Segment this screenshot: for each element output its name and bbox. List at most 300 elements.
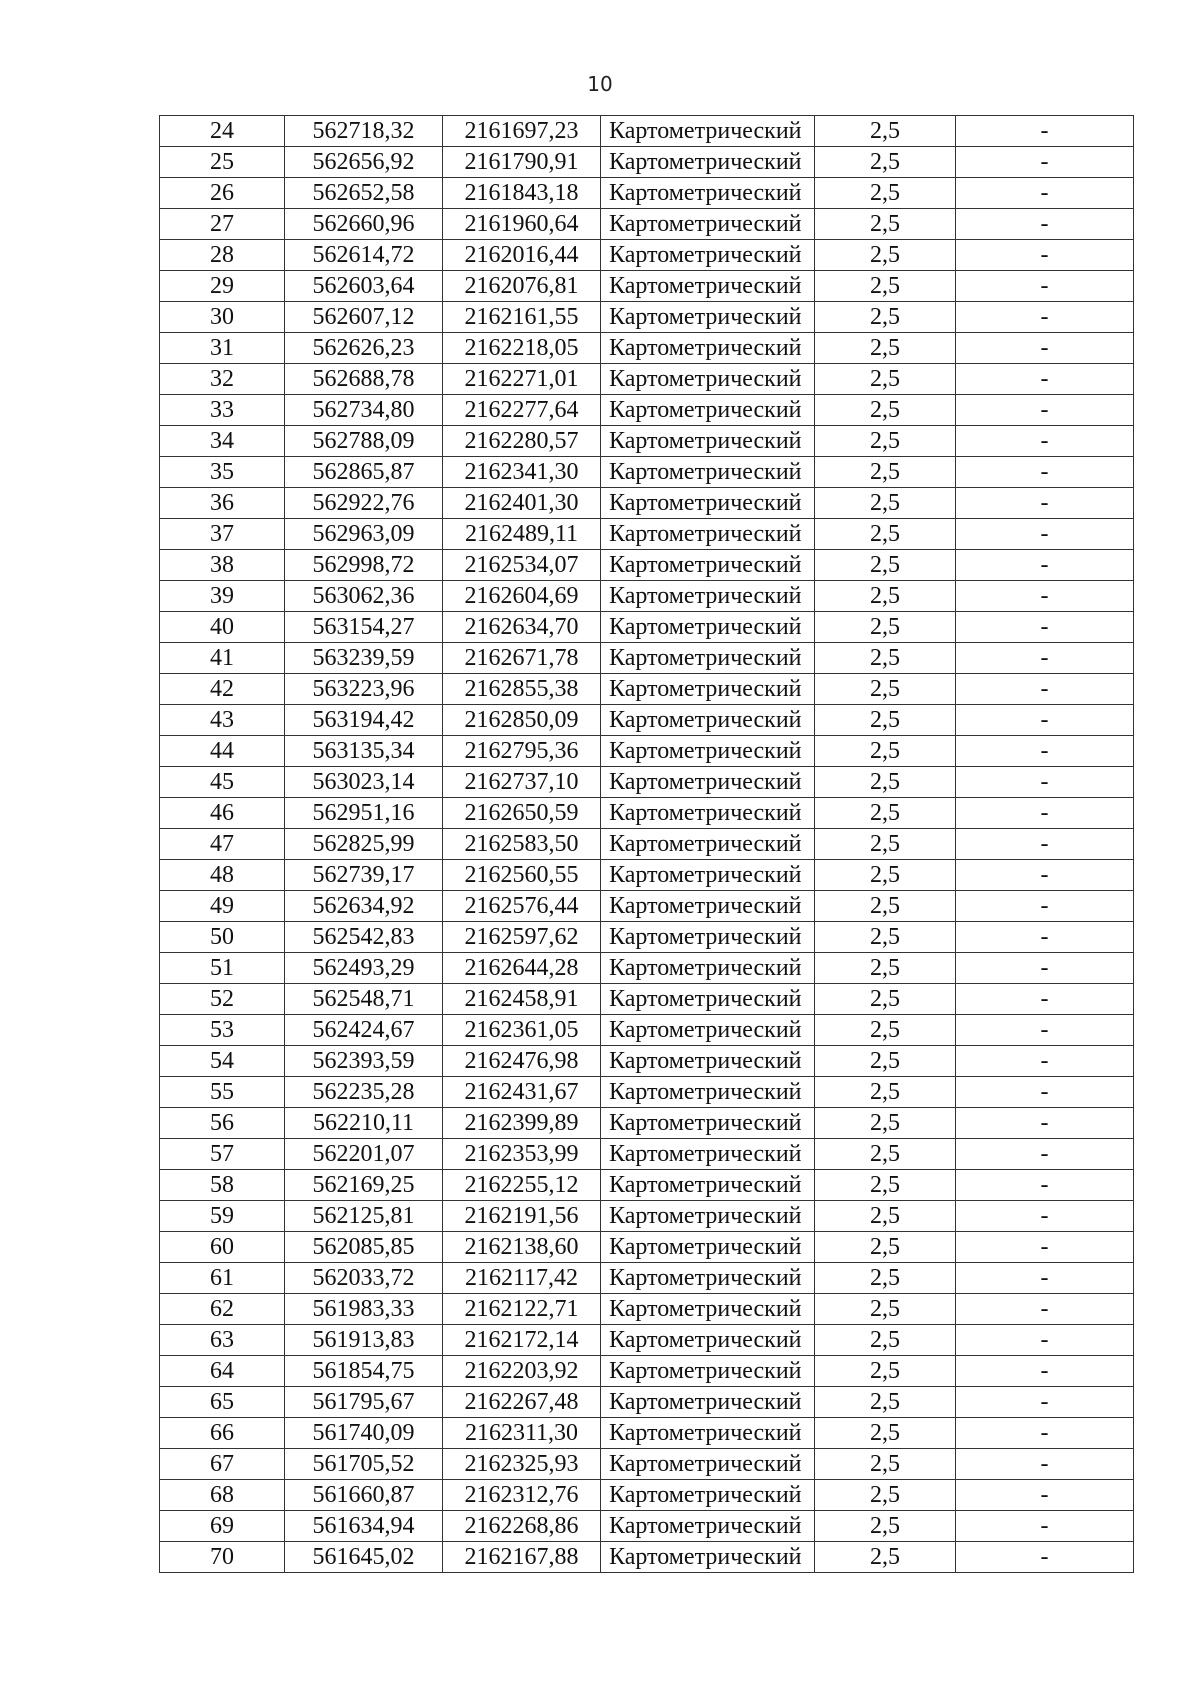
table-row [160, 178, 1134, 209]
accuracy-cell: 2,5 [815, 612, 956, 643]
y-coordinate-cell: 2162583,50 [443, 829, 601, 860]
accuracy-cell: 2,5 [815, 767, 956, 798]
y-coordinate-cell: 2162218,05 [443, 333, 601, 364]
description-cell: - [956, 767, 1134, 798]
method-cell: Картометрический [601, 767, 815, 798]
table-row [160, 767, 1134, 798]
x-coordinate-cell: 561854,75 [285, 1356, 443, 1387]
method-cell: Картометрический [601, 1511, 815, 1542]
accuracy-cell: 2,5 [815, 1294, 956, 1325]
description-cell: - [956, 1449, 1134, 1480]
method-cell: Картометрический [601, 643, 815, 674]
accuracy-cell: 2,5 [815, 1015, 956, 1046]
description-cell: - [956, 891, 1134, 922]
x-coordinate-cell: 563135,34 [285, 736, 443, 767]
y-coordinate-cell: 2162268,86 [443, 1511, 601, 1542]
y-coordinate-cell: 2162855,38 [443, 674, 601, 705]
x-coordinate-cell: 562660,96 [285, 209, 443, 240]
method-cell: Картометрический [601, 426, 815, 457]
y-coordinate-cell: 2162361,05 [443, 1015, 601, 1046]
method-cell: Картометрический [601, 1201, 815, 1232]
x-coordinate-cell: 561645,02 [285, 1542, 443, 1573]
method-cell: Картометрический [601, 147, 815, 178]
method-cell: Картометрический [601, 1387, 815, 1418]
page-number: 10 [587, 72, 613, 96]
point-number-cell: 61 [160, 1263, 285, 1294]
description-cell: - [956, 1356, 1134, 1387]
description-cell: - [956, 1232, 1134, 1263]
table-row [160, 1077, 1134, 1108]
accuracy-cell: 2,5 [815, 1356, 956, 1387]
description-cell: - [956, 1480, 1134, 1511]
method-cell: Картометрический [601, 1542, 815, 1573]
table-row [160, 1232, 1134, 1263]
accuracy-cell: 2,5 [815, 457, 956, 488]
method-cell: Картометрический [601, 612, 815, 643]
method-cell: Картометрический [601, 736, 815, 767]
table-row [160, 519, 1134, 550]
x-coordinate-cell: 561660,87 [285, 1480, 443, 1511]
method-cell: Картометрический [601, 457, 815, 488]
accuracy-cell: 2,5 [815, 271, 956, 302]
method-cell: Картометрический [601, 1294, 815, 1325]
table-row [160, 922, 1134, 953]
point-number-cell: 57 [160, 1139, 285, 1170]
method-cell: Картометрический [601, 953, 815, 984]
point-number-cell: 51 [160, 953, 285, 984]
point-number-cell: 40 [160, 612, 285, 643]
y-coordinate-cell: 2162117,42 [443, 1263, 601, 1294]
method-cell: Картометрический [601, 302, 815, 333]
accuracy-cell: 2,5 [815, 116, 956, 147]
point-number-cell: 69 [160, 1511, 285, 1542]
table-row [160, 147, 1134, 178]
accuracy-cell: 2,5 [815, 1263, 956, 1294]
x-coordinate-cell: 562548,71 [285, 984, 443, 1015]
description-cell: - [956, 333, 1134, 364]
accuracy-cell: 2,5 [815, 922, 956, 953]
method-cell: Картометрический [601, 209, 815, 240]
point-number-cell: 43 [160, 705, 285, 736]
y-coordinate-cell: 2162399,89 [443, 1108, 601, 1139]
accuracy-cell: 2,5 [815, 1480, 956, 1511]
y-coordinate-cell: 2162671,78 [443, 643, 601, 674]
table-row [160, 240, 1134, 271]
accuracy-cell: 2,5 [815, 798, 956, 829]
accuracy-cell: 2,5 [815, 1325, 956, 1356]
table-row [160, 1263, 1134, 1294]
table-row [160, 1449, 1134, 1480]
y-coordinate-cell: 2162122,71 [443, 1294, 601, 1325]
point-number-cell: 60 [160, 1232, 285, 1263]
table-row [160, 953, 1134, 984]
description-cell: - [956, 1387, 1134, 1418]
x-coordinate-cell: 563194,42 [285, 705, 443, 736]
accuracy-cell: 2,5 [815, 860, 956, 891]
description-cell: - [956, 302, 1134, 333]
method-cell: Картометрический [601, 674, 815, 705]
x-coordinate-cell: 562169,25 [285, 1170, 443, 1201]
point-number-cell: 50 [160, 922, 285, 953]
point-number-cell: 27 [160, 209, 285, 240]
table-row [160, 1325, 1134, 1356]
table-row [160, 333, 1134, 364]
description-cell: - [956, 488, 1134, 519]
method-cell: Картометрический [601, 333, 815, 364]
point-number-cell: 48 [160, 860, 285, 891]
point-number-cell: 62 [160, 1294, 285, 1325]
x-coordinate-cell: 562998,72 [285, 550, 443, 581]
method-cell: Картометрический [601, 488, 815, 519]
method-cell: Картометрический [601, 1325, 815, 1356]
description-cell: - [956, 922, 1134, 953]
description-cell: - [956, 1294, 1134, 1325]
x-coordinate-cell: 562652,58 [285, 178, 443, 209]
y-coordinate-cell: 2162255,12 [443, 1170, 601, 1201]
point-number-cell: 67 [160, 1449, 285, 1480]
x-coordinate-cell: 562865,87 [285, 457, 443, 488]
x-coordinate-cell: 562607,12 [285, 302, 443, 333]
point-number-cell: 53 [160, 1015, 285, 1046]
method-cell: Картометрический [601, 1170, 815, 1201]
accuracy-cell: 2,5 [815, 1511, 956, 1542]
point-number-cell: 49 [160, 891, 285, 922]
table-row [160, 116, 1134, 147]
x-coordinate-cell: 562734,80 [285, 395, 443, 426]
point-number-cell: 26 [160, 178, 285, 209]
x-coordinate-cell: 561705,52 [285, 1449, 443, 1480]
method-cell: Картометрический [601, 1356, 815, 1387]
method-cell: Картометрический [601, 240, 815, 271]
y-coordinate-cell: 2162167,88 [443, 1542, 601, 1573]
table-row [160, 984, 1134, 1015]
description-cell: - [956, 147, 1134, 178]
method-cell: Картометрический [601, 1015, 815, 1046]
method-cell: Картометрический [601, 550, 815, 581]
method-cell: Картометрический [601, 364, 815, 395]
accuracy-cell: 2,5 [815, 178, 956, 209]
y-coordinate-cell: 2162076,81 [443, 271, 601, 302]
y-coordinate-cell: 2162850,09 [443, 705, 601, 736]
description-cell: - [956, 1077, 1134, 1108]
description-cell: - [956, 1325, 1134, 1356]
point-number-cell: 37 [160, 519, 285, 550]
y-coordinate-cell: 2162597,62 [443, 922, 601, 953]
x-coordinate-cell: 562614,72 [285, 240, 443, 271]
table-row [160, 891, 1134, 922]
table-row [160, 1201, 1134, 1232]
table-row [160, 209, 1134, 240]
method-cell: Картометрический [601, 1046, 815, 1077]
x-coordinate-cell: 562739,17 [285, 860, 443, 891]
table-row [160, 1139, 1134, 1170]
table-row [160, 860, 1134, 891]
point-number-cell: 39 [160, 581, 285, 612]
method-cell: Картометрический [601, 891, 815, 922]
x-coordinate-cell: 561795,67 [285, 1387, 443, 1418]
accuracy-cell: 2,5 [815, 643, 956, 674]
description-cell: - [956, 178, 1134, 209]
x-coordinate-cell: 562393,59 [285, 1046, 443, 1077]
x-coordinate-cell: 562235,28 [285, 1077, 443, 1108]
accuracy-cell: 2,5 [815, 1077, 956, 1108]
point-number-cell: 25 [160, 147, 285, 178]
accuracy-cell: 2,5 [815, 1449, 956, 1480]
x-coordinate-cell: 562718,32 [285, 116, 443, 147]
point-number-cell: 38 [160, 550, 285, 581]
table-row [160, 1418, 1134, 1449]
table-row [160, 1387, 1134, 1418]
accuracy-cell: 2,5 [815, 519, 956, 550]
table-row [160, 1542, 1134, 1573]
table-row [160, 1294, 1134, 1325]
point-number-cell: 56 [160, 1108, 285, 1139]
y-coordinate-cell: 2162560,55 [443, 860, 601, 891]
y-coordinate-cell: 2162016,44 [443, 240, 601, 271]
method-cell: Картометрический [601, 178, 815, 209]
y-coordinate-cell: 2162476,98 [443, 1046, 601, 1077]
accuracy-cell: 2,5 [815, 674, 956, 705]
point-number-cell: 30 [160, 302, 285, 333]
point-number-cell: 44 [160, 736, 285, 767]
accuracy-cell: 2,5 [815, 581, 956, 612]
description-cell: - [956, 705, 1134, 736]
y-coordinate-cell: 2162644,28 [443, 953, 601, 984]
description-cell: - [956, 209, 1134, 240]
point-number-cell: 68 [160, 1480, 285, 1511]
x-coordinate-cell: 563062,36 [285, 581, 443, 612]
y-coordinate-cell: 2162604,69 [443, 581, 601, 612]
x-coordinate-cell: 562493,29 [285, 953, 443, 984]
method-cell: Картометрический [601, 705, 815, 736]
method-cell: Картометрический [601, 1077, 815, 1108]
accuracy-cell: 2,5 [815, 1108, 956, 1139]
accuracy-cell: 2,5 [815, 426, 956, 457]
y-coordinate-cell: 2162576,44 [443, 891, 601, 922]
accuracy-cell: 2,5 [815, 953, 956, 984]
description-cell: - [956, 612, 1134, 643]
table-row [160, 612, 1134, 643]
description-cell: - [956, 395, 1134, 426]
x-coordinate-cell: 562210,11 [285, 1108, 443, 1139]
point-number-cell: 66 [160, 1418, 285, 1449]
y-coordinate-cell: 2162161,55 [443, 302, 601, 333]
description-cell: - [956, 1201, 1134, 1232]
accuracy-cell: 2,5 [815, 1201, 956, 1232]
description-cell: - [956, 1170, 1134, 1201]
x-coordinate-cell: 562033,72 [285, 1263, 443, 1294]
accuracy-cell: 2,5 [815, 488, 956, 519]
point-number-cell: 64 [160, 1356, 285, 1387]
accuracy-cell: 2,5 [815, 550, 956, 581]
table-row [160, 1480, 1134, 1511]
table-row [160, 581, 1134, 612]
description-cell: - [956, 1263, 1134, 1294]
y-coordinate-cell: 2162138,60 [443, 1232, 601, 1263]
point-number-cell: 55 [160, 1077, 285, 1108]
description-cell: - [956, 1418, 1134, 1449]
x-coordinate-cell: 562788,09 [285, 426, 443, 457]
description-cell: - [956, 1046, 1134, 1077]
description-cell: - [956, 798, 1134, 829]
accuracy-cell: 2,5 [815, 1542, 956, 1573]
y-coordinate-cell: 2162431,67 [443, 1077, 601, 1108]
table-row [160, 674, 1134, 705]
table-row [160, 550, 1134, 581]
x-coordinate-cell: 563023,14 [285, 767, 443, 798]
x-coordinate-cell: 562634,92 [285, 891, 443, 922]
method-cell: Картометрический [601, 271, 815, 302]
description-cell: - [956, 1542, 1134, 1573]
point-number-cell: 32 [160, 364, 285, 395]
accuracy-cell: 2,5 [815, 829, 956, 860]
description-cell: - [956, 240, 1134, 271]
y-coordinate-cell: 2162534,07 [443, 550, 601, 581]
accuracy-cell: 2,5 [815, 1418, 956, 1449]
point-number-cell: 29 [160, 271, 285, 302]
method-cell: Картометрический [601, 1449, 815, 1480]
method-cell: Картометрический [601, 1263, 815, 1294]
method-cell: Картометрический [601, 798, 815, 829]
description-cell: - [956, 1108, 1134, 1139]
x-coordinate-cell: 562201,07 [285, 1139, 443, 1170]
table-row [160, 302, 1134, 333]
description-cell: - [956, 519, 1134, 550]
y-coordinate-cell: 2162280,57 [443, 426, 601, 457]
accuracy-cell: 2,5 [815, 705, 956, 736]
description-cell: - [956, 364, 1134, 395]
accuracy-cell: 2,5 [815, 240, 956, 271]
method-cell: Картометрический [601, 1480, 815, 1511]
point-number-cell: 35 [160, 457, 285, 488]
accuracy-cell: 2,5 [815, 1139, 956, 1170]
coordinates-table-body [160, 116, 1134, 1573]
x-coordinate-cell: 562626,23 [285, 333, 443, 364]
x-coordinate-cell: 561634,94 [285, 1511, 443, 1542]
x-coordinate-cell: 562656,92 [285, 147, 443, 178]
description-cell: - [956, 984, 1134, 1015]
y-coordinate-cell: 2161697,23 [443, 116, 601, 147]
accuracy-cell: 2,5 [815, 1170, 956, 1201]
method-cell: Картометрический [601, 1418, 815, 1449]
point-number-cell: 45 [160, 767, 285, 798]
description-cell: - [956, 457, 1134, 488]
method-cell: Картометрический [601, 984, 815, 1015]
point-number-cell: 59 [160, 1201, 285, 1232]
point-number-cell: 24 [160, 116, 285, 147]
method-cell: Картометрический [601, 1139, 815, 1170]
description-cell: - [956, 860, 1134, 891]
point-number-cell: 36 [160, 488, 285, 519]
point-number-cell: 33 [160, 395, 285, 426]
description-cell: - [956, 581, 1134, 612]
method-cell: Картометрический [601, 1108, 815, 1139]
description-cell: - [956, 953, 1134, 984]
table-row [160, 1108, 1134, 1139]
y-coordinate-cell: 2162203,92 [443, 1356, 601, 1387]
table-row [160, 1170, 1134, 1201]
method-cell: Картометрический [601, 395, 815, 426]
accuracy-cell: 2,5 [815, 395, 956, 426]
method-cell: Картометрический [601, 1232, 815, 1263]
y-coordinate-cell: 2162277,64 [443, 395, 601, 426]
description-cell: - [956, 643, 1134, 674]
y-coordinate-cell: 2162489,11 [443, 519, 601, 550]
accuracy-cell: 2,5 [815, 984, 956, 1015]
point-number-cell: 46 [160, 798, 285, 829]
point-number-cell: 41 [160, 643, 285, 674]
x-coordinate-cell: 563154,27 [285, 612, 443, 643]
x-coordinate-cell: 562603,64 [285, 271, 443, 302]
y-coordinate-cell: 2162353,99 [443, 1139, 601, 1170]
table-row [160, 426, 1134, 457]
y-coordinate-cell: 2162325,93 [443, 1449, 601, 1480]
accuracy-cell: 2,5 [815, 1046, 956, 1077]
accuracy-cell: 2,5 [815, 1232, 956, 1263]
table-row [160, 705, 1134, 736]
point-number-cell: 28 [160, 240, 285, 271]
x-coordinate-cell: 562825,99 [285, 829, 443, 860]
x-coordinate-cell: 563239,59 [285, 643, 443, 674]
table-row [160, 271, 1134, 302]
point-number-cell: 31 [160, 333, 285, 364]
table-row [160, 457, 1134, 488]
method-cell: Картометрический [601, 116, 815, 147]
x-coordinate-cell: 562125,81 [285, 1201, 443, 1232]
description-cell: - [956, 736, 1134, 767]
accuracy-cell: 2,5 [815, 333, 956, 364]
table-row [160, 829, 1134, 860]
y-coordinate-cell: 2162172,14 [443, 1325, 601, 1356]
y-coordinate-cell: 2162634,70 [443, 612, 601, 643]
y-coordinate-cell: 2161960,64 [443, 209, 601, 240]
accuracy-cell: 2,5 [815, 364, 956, 395]
y-coordinate-cell: 2162401,30 [443, 488, 601, 519]
table-row [160, 736, 1134, 767]
accuracy-cell: 2,5 [815, 891, 956, 922]
method-cell: Картометрический [601, 860, 815, 891]
y-coordinate-cell: 2162795,36 [443, 736, 601, 767]
accuracy-cell: 2,5 [815, 736, 956, 767]
table-row [160, 1356, 1134, 1387]
description-cell: - [956, 1511, 1134, 1542]
table-row [160, 798, 1134, 829]
table-row [160, 1046, 1134, 1077]
description-cell: - [956, 271, 1134, 302]
description-cell: - [956, 550, 1134, 581]
method-cell: Картометрический [601, 581, 815, 612]
point-number-cell: 34 [160, 426, 285, 457]
method-cell: Картометрический [601, 519, 815, 550]
point-number-cell: 52 [160, 984, 285, 1015]
accuracy-cell: 2,5 [815, 209, 956, 240]
point-number-cell: 42 [160, 674, 285, 705]
y-coordinate-cell: 2162191,56 [443, 1201, 601, 1232]
x-coordinate-cell: 562688,78 [285, 364, 443, 395]
point-number-cell: 58 [160, 1170, 285, 1201]
table-row [160, 1015, 1134, 1046]
point-number-cell: 54 [160, 1046, 285, 1077]
y-coordinate-cell: 2161790,91 [443, 147, 601, 178]
y-coordinate-cell: 2162312,76 [443, 1480, 601, 1511]
table-row [160, 488, 1134, 519]
point-number-cell: 63 [160, 1325, 285, 1356]
method-cell: Картометрический [601, 922, 815, 953]
x-coordinate-cell: 562963,09 [285, 519, 443, 550]
table-row [160, 364, 1134, 395]
description-cell: - [956, 116, 1134, 147]
y-coordinate-cell: 2162458,91 [443, 984, 601, 1015]
